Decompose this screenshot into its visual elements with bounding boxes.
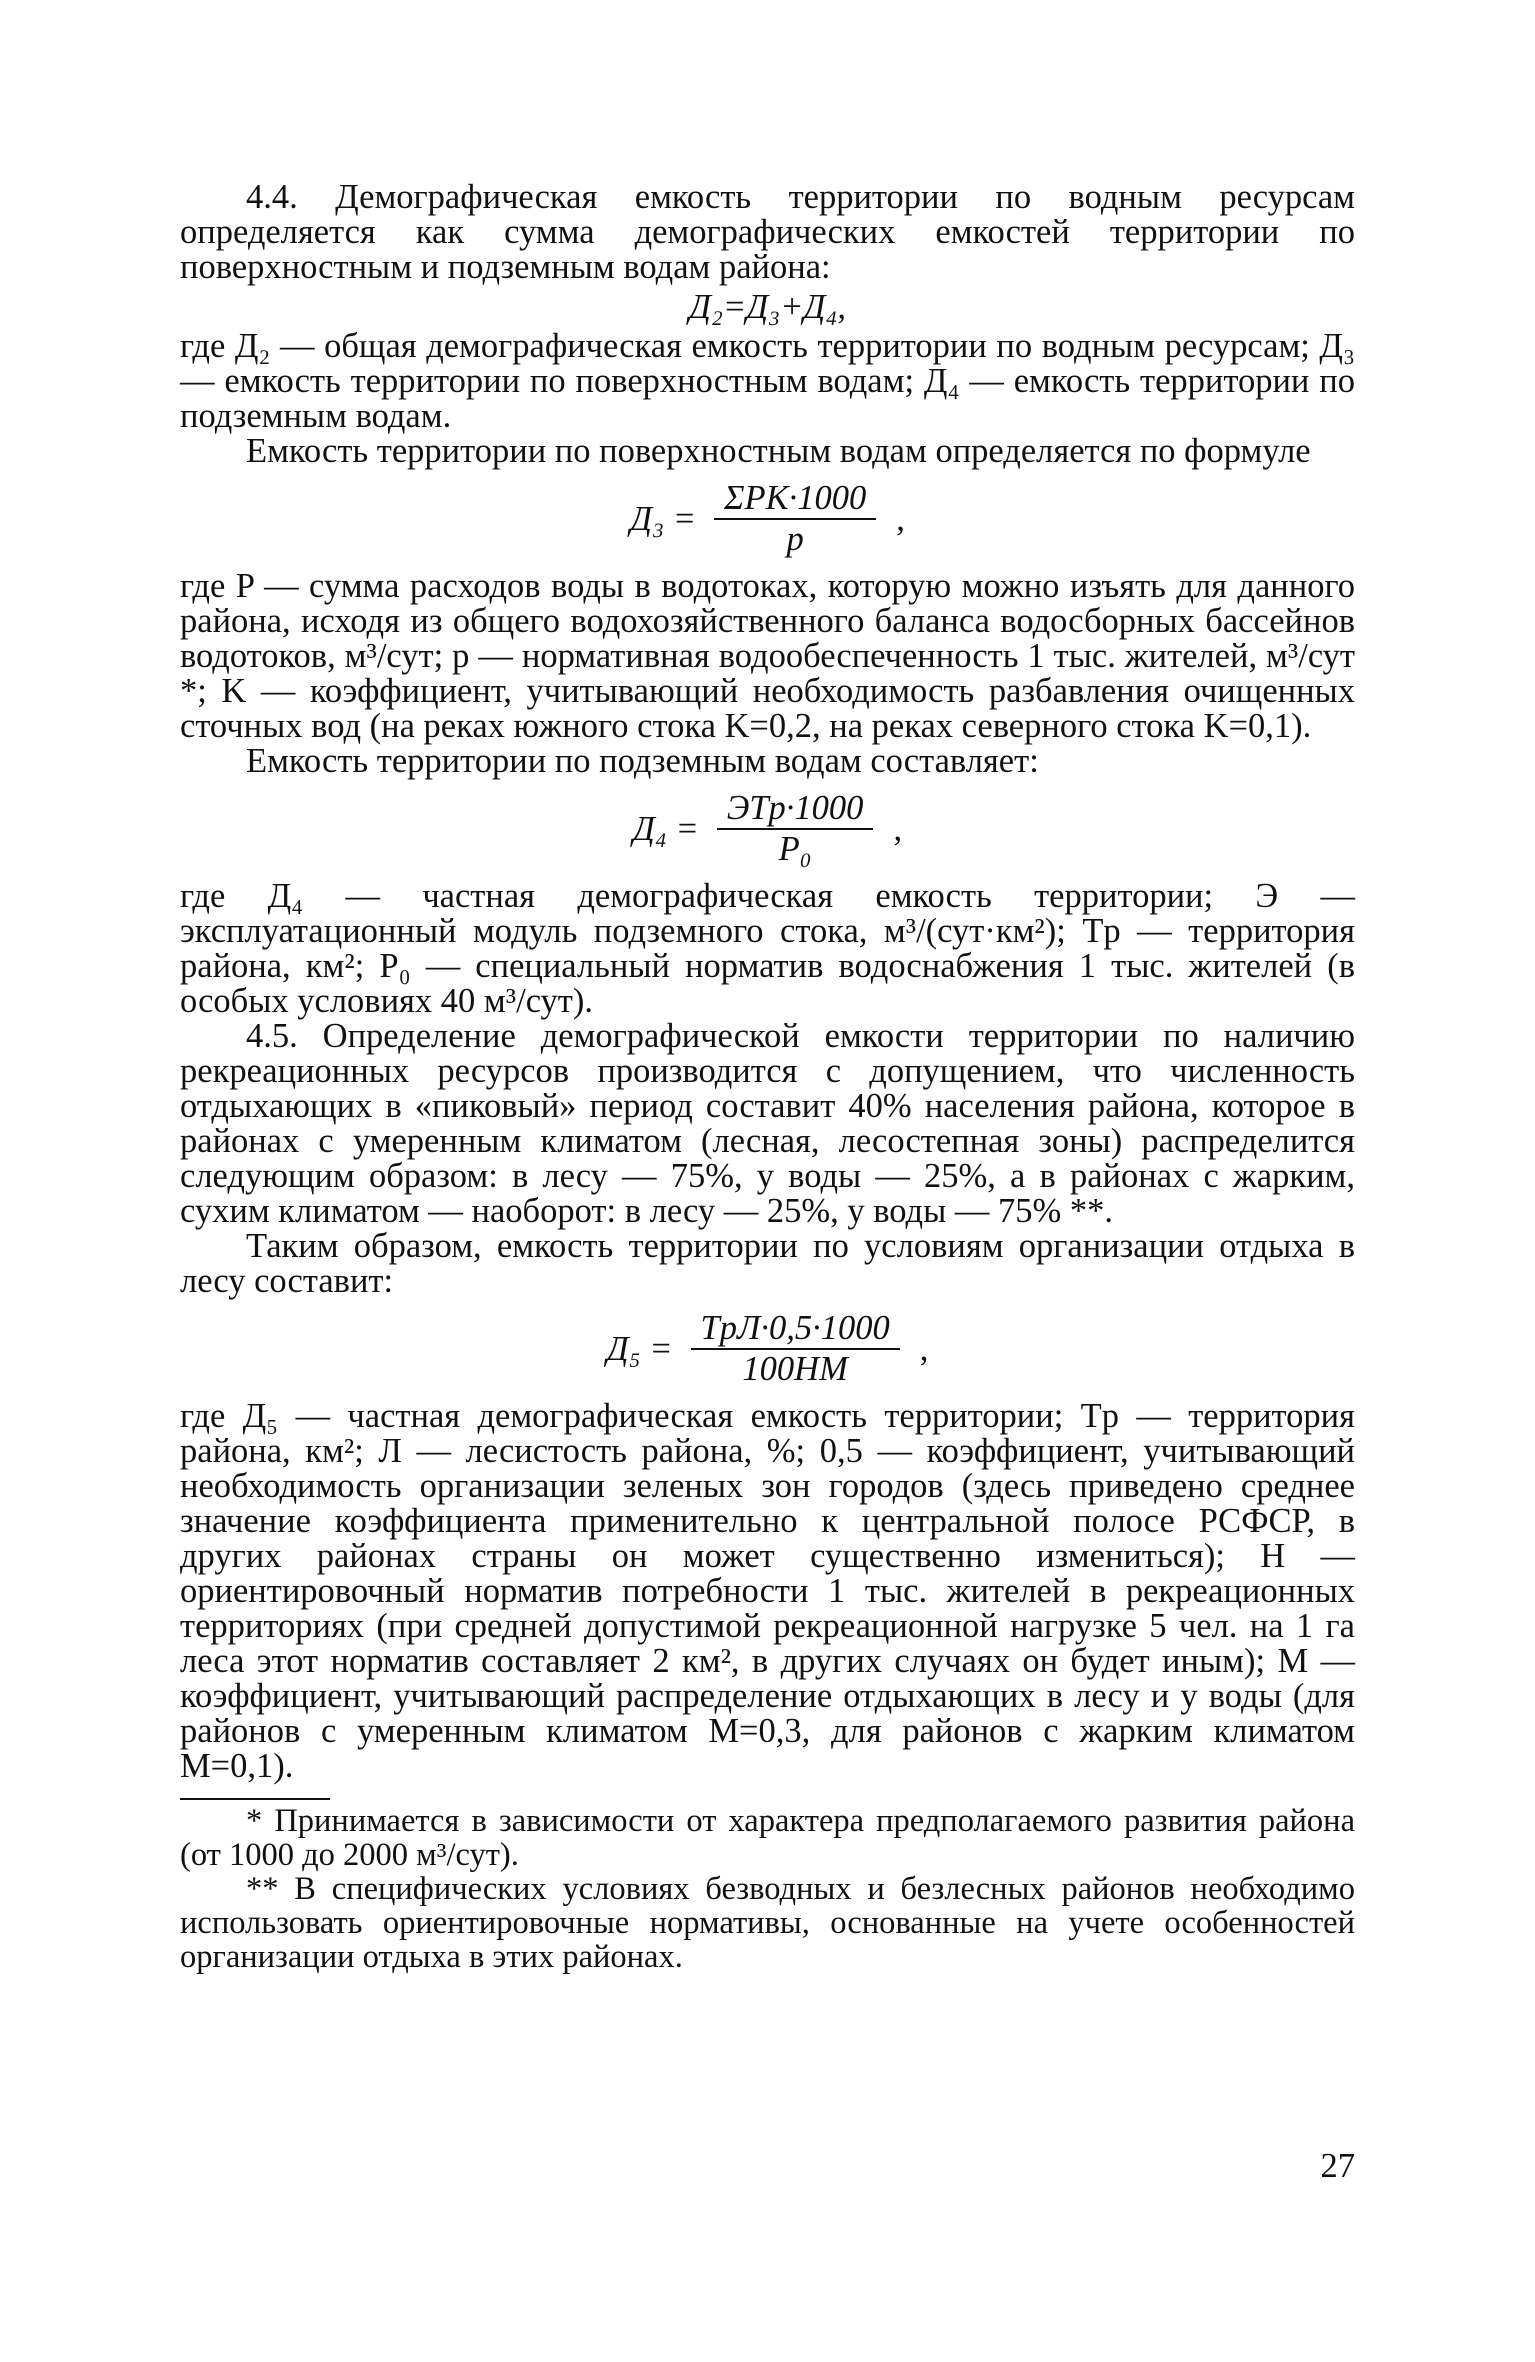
footnote-divider [180, 1798, 330, 1800]
fraction-denominator: 100HM [742, 1350, 848, 1388]
fraction [714, 481, 876, 557]
forest-capacity-intro: Таким образом, емкость территории по условиям организации отдыха в лесу составит: [180, 1227, 1355, 1300]
equation-surface-water [180, 469, 1355, 569]
footnote-1: * Принимается в зависимости от характера предполагаемого развития района (от 1000 до 2000 м³/сут). [180, 1803, 1355, 1873]
equation-tail: , [919, 1329, 929, 1368]
equation-4-legend: где Д₅ — частная демографическая емкость территории; Tр — территория района, км²; Л — лесистость района, %; 0,5 — коэффициент, учитывающий необходимость организации зеленых зон городов (здесь приведено среднее значение коэффициента применительно к центральной полосе РСФСР, в других районах страны он может существенно измениться); H — ориентировочный норматив потребности 1 тыс. жителей в рекреационных территориях (при средней допустимой рекреационной нагрузке 5 чел. на 1 га леса этот норматив составляет 2 км², в других случаях он будет иным); M — коэффициент, учитывающий распределение отдыхающих в лесу и у воды (для районов с умеренным климатом M=0,3, для районов с жарким климатом M=0,1). [180, 1397, 1355, 1785]
fraction [717, 791, 874, 867]
equation-forest-recreation [180, 1299, 1355, 1399]
section-4-4-intro: 4.4. Демографическая емкость территории по водным ресурсам определяется как сумма демографических емкостей территории по поверхностным и подземным водам района: [180, 178, 1355, 286]
equation-3-legend: где Д₄ — частная демографическая емкость территории; Э — эксплуатационный модуль подземного стока, м³/(сут·км²); Tр — территория района, км²; P₀ — специальный норматив водоснабжения 1 тыс. жителей (в особых условиях 40 м³/сут). [180, 877, 1355, 1020]
fraction-numerator: TрЛ·0,5·1000 [691, 1311, 900, 1350]
equation-ground-water [180, 779, 1355, 879]
equation-lhs: Д₃ = [630, 499, 696, 538]
body-text [180, 180, 1355, 1974]
fraction-denominator: P₀ [778, 830, 812, 868]
equation-1-legend: где Д₂ — общая демографическая емкость территории по водным ресурсам; Д₃ — емкость территории по поверхностным водам; Д₄ — емкость территории по подземным водам. [180, 327, 1355, 435]
equation-tail: , [893, 809, 903, 848]
page-number: 27 [1320, 2147, 1355, 2185]
equation-total-capacity [180, 285, 1355, 329]
surface-water-intro: Емкость территории по поверхностным водам определяется по формуле [246, 432, 1311, 470]
fraction [691, 1311, 900, 1387]
fraction-denominator: p [786, 520, 804, 558]
section-4-5-intro: 4.5. Определение демографической емкости территории по наличию рекреационных ресурсов производится с допущением, что численность отдыхающих в «пиковый» период составит 40% населения района, которое в районах с умеренным климатом (лесная, лесостепная зоны) распределится следующим образом: в лесу — 75%, у воды — 25%, а в районах с жарким, сухим климатом — наоборот: в лесу — 25%, у воды — 75% **. [180, 1017, 1355, 1230]
equation-text: Д₂=Д₃+Д₄, [688, 287, 847, 326]
equation-lhs: Д₄ = [632, 809, 699, 848]
equation-tail: , [896, 499, 905, 538]
fraction-numerator: ЭTр·1000 [717, 791, 874, 830]
equation-2-legend: где P — сумма расходов воды в водотоках, которую можно изъять для данного района, исходя из общего водохозяйственного баланса водосборных бассейнов водотоков, м³/сут; p — нормативная водообеспеченность 1 тыс. жителей, м³/сут *; K — коэффициент, учитывающий необходимость разбавления очищенных сточных вод (на реках южного стока K=0,2, на реках северного стока K=0,1). [180, 567, 1355, 745]
ground-water-intro: Емкость территории по подземным водам составляет: [246, 742, 1039, 780]
fraction-numerator: ΣPK·1000 [714, 481, 876, 520]
equation-lhs: Д₅ = [606, 1329, 673, 1368]
footnote-2: ** В специфических условиях безводных и безлесных районов необходимо использовать ориентировочные нормативы, основанные на учете особенностей организации отдыха в этих районах. [180, 1871, 1355, 1975]
